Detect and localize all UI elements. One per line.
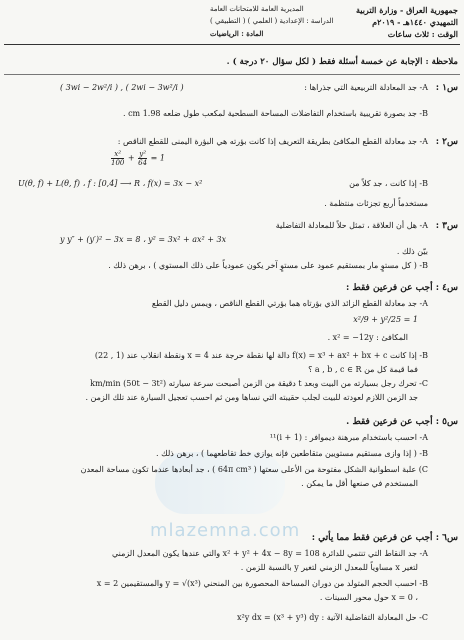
header-year: التمهيدي ١٤٤٠هـ - ٢٠١٩م — [372, 17, 458, 27]
q3-a-text: A- هل أن العلاقة ، تمثل حلاً للمعادلة التفاضلية — [275, 221, 428, 230]
header-divider — [4, 44, 460, 45]
q2-b-text-2: مستخدماً أربع تجزئات منتظمة . — [324, 199, 428, 208]
header-subject: المادة : الرياضيات — [210, 29, 264, 38]
q5-b-text: B- ( إذا وازى مستقيم مستويين متقاطعين فإنه يوازي خط تقاطعهما ) ، برهن ذلك . — [156, 449, 428, 458]
q4-a-text: A- جد معادلة القطع الزائد الذي بؤرتاه هما بؤرتي القطع الناقص ، ويمس دليل القطع — [151, 299, 428, 308]
q3-a-formula: y y″ + (y′)² − 3x = 8 ، y² = 3x² + ax² + 3x — [60, 235, 227, 244]
q1-label: س١ : — [435, 83, 458, 93]
header-directorate: المديرية العامة للامتحانات العامة — [210, 5, 304, 13]
q4-c-text-2: جد الزمن اللازم لعودته للبيت لجلب حقيبته التي نساها ومن ثم احسب تعجيل السيارة عند تلك الزمن . — [85, 393, 418, 402]
q3-label: س٣ : — [435, 221, 458, 231]
note-divider — [4, 74, 460, 75]
header-ministry: جمهورية العراق - وزارة التربية — [355, 5, 458, 15]
q2-a-num2: y² — [139, 150, 147, 158]
q3-a-text-2: بيّن ذلك . — [396, 247, 428, 256]
q6-b-text-2: ، x = 0 حول محور السينات . — [319, 593, 418, 602]
header-time: الوقت : ثلاث ساعات — [387, 29, 458, 39]
q4-c-text: C- تحرك رجل بسيارته من البيت وبعد t دقيقة من الزمن أصبحت سرعة سيارته (50t − 3t²) km/min — [90, 379, 428, 388]
q5-a-text: A- احسب باستخدام مبرهنة ديموافر : (1 + i)¹¹ — [269, 433, 428, 442]
q2-a-den1: 100 — [111, 159, 125, 167]
q1-a-roots: ( 3wi − 2w²/i ) , ( 2wi − 3w²/i ) — [60, 83, 184, 92]
q4-b-text: B- إذا كانت f(x) = x³ + ax² + bx + c دالة لها نقطة حرجة عند x = 4 ونقطة انقلاب عند (1 , 22) — [94, 351, 428, 360]
q5-label: س٥ : أجب عن فرعين فقط . — [346, 417, 458, 427]
q2-a-equation: $\frac{\text{x²}}{100}$ + $\frac{\text{y²}}{64}$ = 1 — [111, 150, 165, 167]
q6-label: س٦ : أجب عن فرعين فقط مما يأتي : — [311, 533, 458, 543]
q2-a-num1: x² — [111, 150, 124, 159]
q2-a-den2: 64 — [138, 159, 148, 167]
q1-b-text: B- جد بصورة تقريبية باستخدام التفاضلات المساحة السطحية لمكعب طول ضلعه 1.98 cm . — [122, 109, 428, 118]
q2-b-formula: U(θ, f) + L(θ, f) ، f : [0,4] ⟶ R ، f(x) = 3x − x² — [18, 179, 203, 188]
q4-b-text-2: فما قيمة كل من a , b , c ∈ R ؟ — [308, 365, 418, 374]
watermark-logo — [155, 452, 285, 514]
q2-label: س٢ : — [435, 137, 458, 147]
header-study: الدراسة : الإعدادية ( العلمي ) ( التطبيقي ) — [210, 17, 334, 25]
q3-b-text: B- ( كل مستوٍ مار بمستقيم عمود على مستوٍ آخر يكون عمودياً على ذلك المستوي ) ، برهن ذلك . — [108, 261, 428, 270]
q4-a-equation: x²/9 + y²/25 = 1 — [353, 315, 418, 324]
q6-a-text: A- جد النقاط التي تنتمي للدائرة x² + y² + 4x − 8y = 108 والتي عندها يكون المعدل الزمني — [112, 549, 428, 558]
q2-b-text: B- إذا كانت ، جد كلاً من — [349, 179, 428, 188]
watermark-text: mlazemna.com — [150, 520, 301, 541]
q2-a-text: A- جد معادلة القطع المكافئ بطريقة التعريف إذا كانت بؤرته هي البؤرة اليمنى للقطع الناقص : — [117, 137, 428, 146]
q4-label: س٤ : أجب عن فرعين فقط : — [345, 283, 458, 293]
q1-a-text: A- جد المعادلة التربيعية التي جذراها : — [304, 83, 428, 92]
q2-a-rhs: = 1 — [150, 153, 165, 163]
q4-a-text-2: المكافئ : x² = −12y . — [327, 333, 408, 342]
q6-a-text-2: لتغير x مساوياً للمعدل الزمني لتغير y بالنسبة للزمن . — [240, 563, 418, 572]
exam-note: ملاحظة : الإجابة عن خمسة أسئلة فقط ( لكل سؤال ٢٠ درجة ) . — [226, 57, 458, 67]
q6-c-text: C- حل المعادلة التفاضلية الآتية : x²y dx = (x³ + y³) dy — [237, 613, 428, 622]
q5-c-text-2: المستخدم في صنعها أقل ما يمكن . — [301, 479, 418, 488]
q6-b-text: B- احسب الحجم المتولد من دوران المساحة المحصورة بين المنحني y = √(x³) والمستقيمين x = 2 — [96, 579, 428, 588]
q5-c-text: C) علبة اسطوانية الشكل مفتوحة من الأعلى سعتها ( 64π cm³ ) ، جد أبعادها عندما تكون مساحة المعدن — [80, 465, 428, 474]
